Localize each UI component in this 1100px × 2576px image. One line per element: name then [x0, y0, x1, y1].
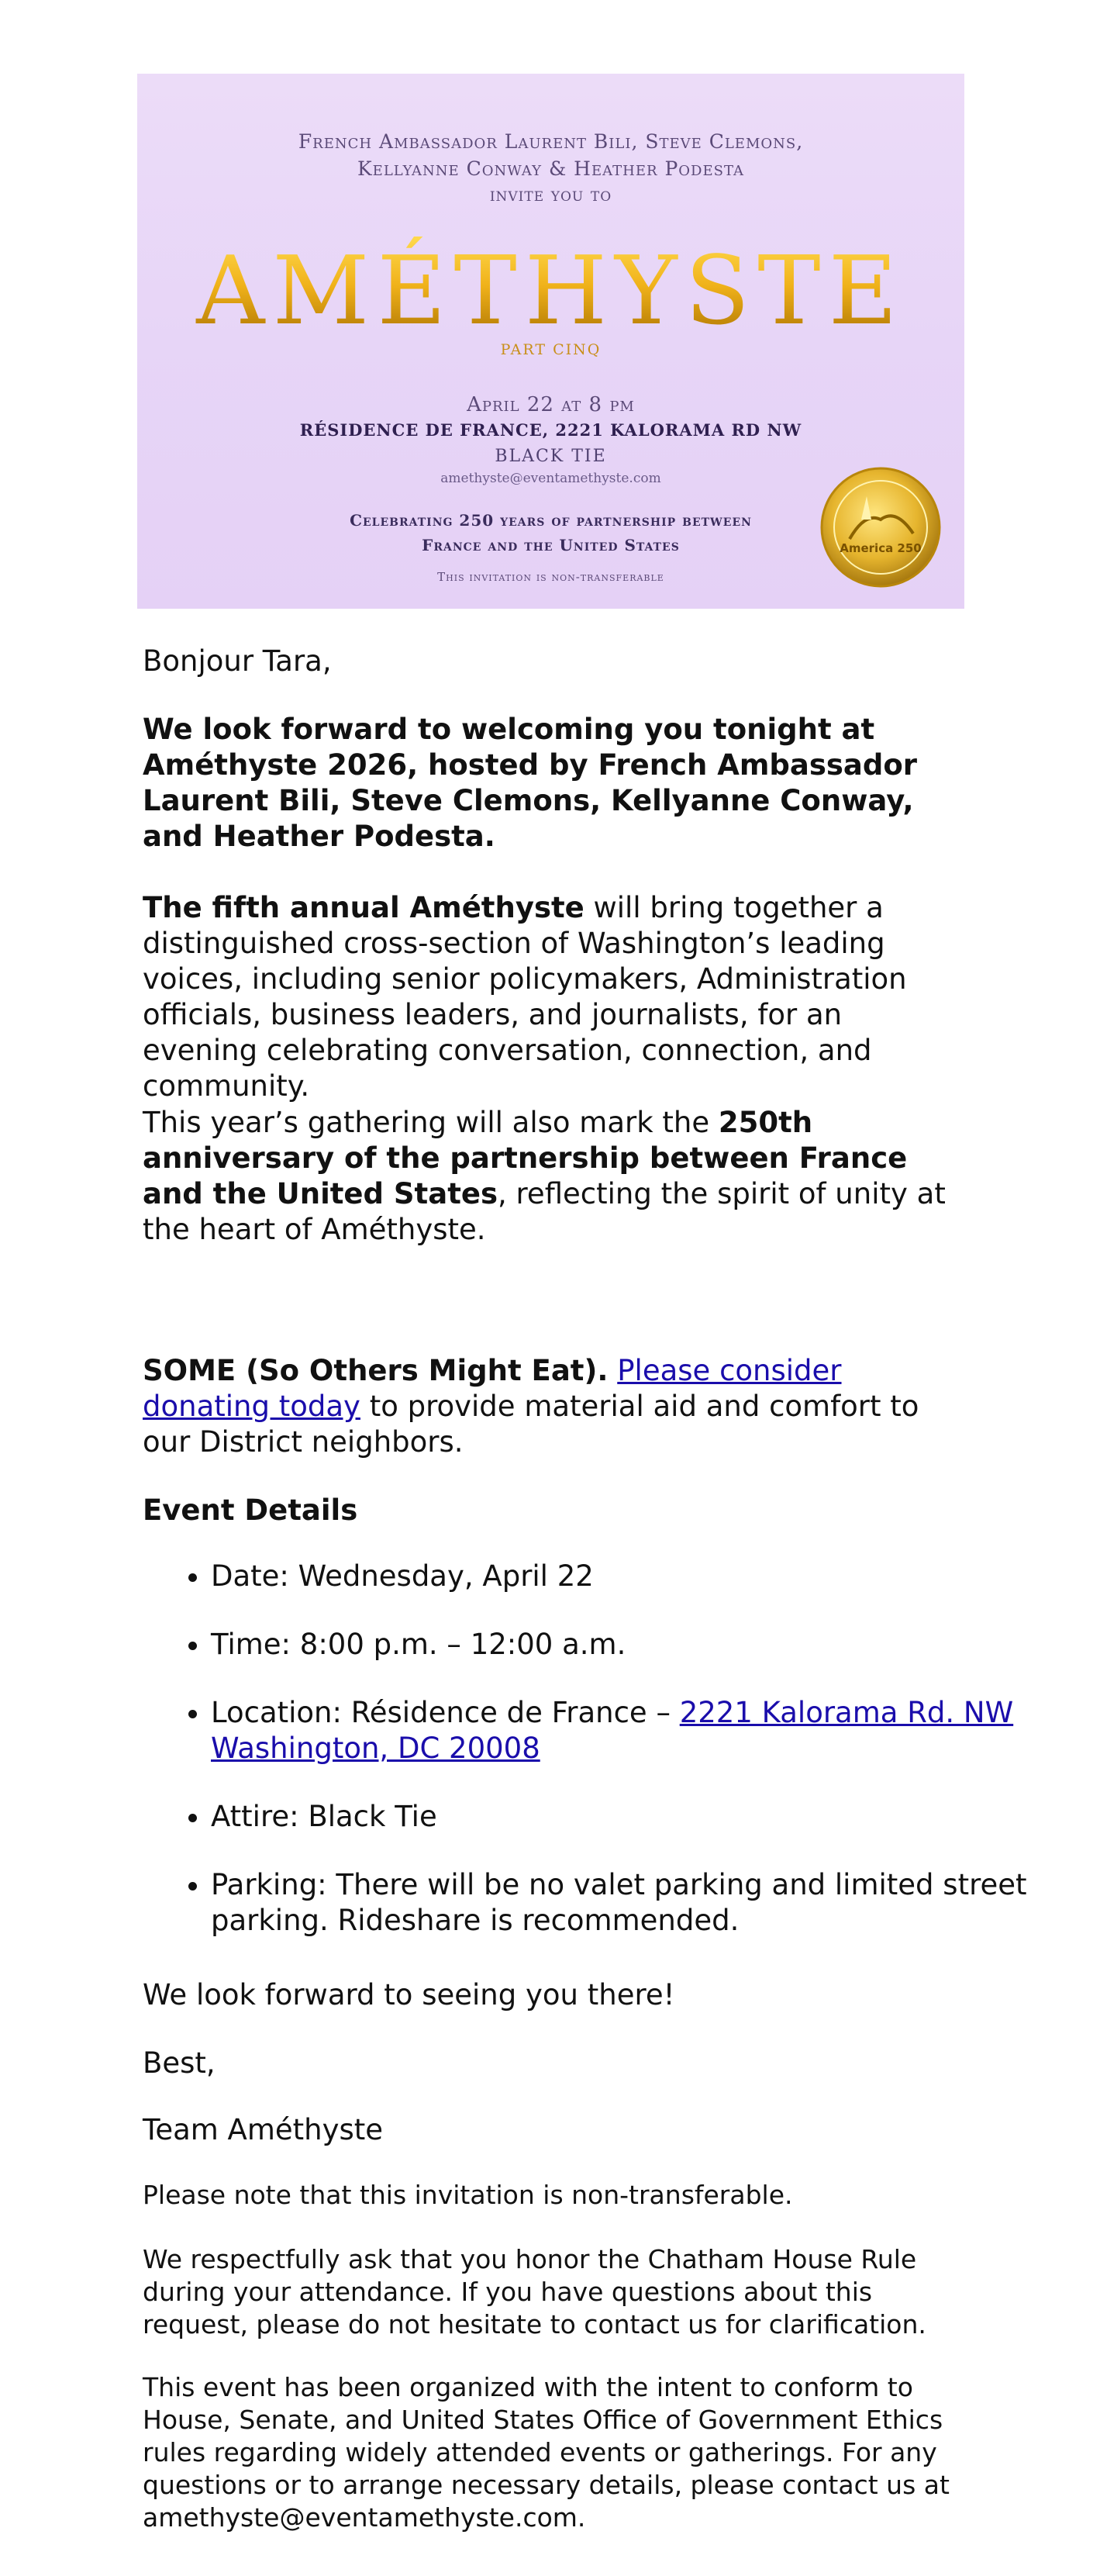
closing-line: We look forward to seeing you there! [143, 1978, 675, 2011]
location-prefix: Location: Résidence de France – [211, 1696, 680, 1729]
seal-text: America 250 [840, 541, 922, 555]
banner-hosts-line2: Kellyanne Conway & Heather Podesta [357, 157, 744, 180]
annual-event-bold: The fifth annual Améthyste [143, 891, 584, 924]
banner-invite: invite you to [489, 184, 612, 205]
annual-event-text: will bring together a distinguished cross-section of Washington’s leading voices, including senior policymakers, Administration officials, business leaders, and journalists, for an evening celebrating conversation, connection, and community. [143, 891, 907, 1103]
banner-date: April 22 at 8 pm [467, 393, 635, 416]
greeting: Bonjour Tara, [143, 644, 332, 678]
annual-event-paragraph [143, 890, 964, 1104]
banner-celebrate-line2: France and the United States [422, 536, 680, 554]
banner-email: amethyste@eventamethyste.com [440, 471, 661, 486]
banner-nontransferable: This invitation is non-transferable [437, 570, 664, 584]
donate-link[interactable]: Please consider donating today [143, 1354, 842, 1423]
invitation-banner [137, 74, 964, 609]
detail-date: • Date: Wednesday, April 22 [211, 1559, 1033, 1594]
detail-location [211, 1695, 1033, 1766]
event-details-list [143, 1559, 1033, 1971]
donation-paragraph [143, 1353, 964, 1460]
banner-subtitle: PART CINQ [500, 341, 602, 358]
donation-org-bold: SOME (So Others Might Eat). [143, 1354, 609, 1387]
signature: Team Améthyste [143, 2113, 384, 2146]
event-details-heading: Event Details [143, 1493, 358, 1527]
detail-time: • Time: 8:00 p.m. – 12:00 a.m. [211, 1627, 1033, 1663]
banner-celebrate-line1: Celebrating 250 years of partnership between [350, 511, 752, 530]
welcome-paragraph: We look forward to welcoming you tonight at Améthyste 2026, hosted by French Ambassador Laurent Bili, Steve Clemons, Kellyanne Conway, and Heather Podesta. [143, 713, 917, 853]
detail-parking: • Parking: There will be no valet parking and limited street parking. Rideshare is recommended. [211, 1867, 1033, 1939]
anniversary-text-rest: , reflecting the spirit of unity at the heart of Améthyste. [143, 1177, 946, 1246]
detail-attire: • Attire: Black Tie [211, 1799, 1033, 1835]
banner-hosts-line1: French Ambassador Laurent Bili, Steve Clemons, [298, 130, 804, 153]
donation-text-rest: to provide material aid and comfort to our District neighbors. [143, 1390, 919, 1459]
anniversary-paragraph [143, 1105, 964, 1246]
banner-title: AMÉTHYSTE [137, 237, 964, 345]
nontransferable-note: Please note that this invitation is non-transferable. [143, 2180, 793, 2210]
donation-text [143, 1353, 964, 1460]
ethics-note: This event has been organized with the intent to conform to House, Senate, and United States Office of Government Ethics rules regarding widely attended events or gatherings. For any questions or to arrange necessary details, please contact us at amethyste@eventamethyste.com. [143, 2372, 950, 2533]
chatham-house-note: We respectfully ask that you honor the Chatham House Rule during your attendance. If you have questions about this request, please do not hesitate to contact us for clarification. [143, 2244, 926, 2339]
anniversary-bold: 250th anniversary of the partnership between France and the United States [143, 1106, 908, 1210]
america-250-seal-icon [819, 465, 943, 589]
anniversary-text-start: This year’s gathering will also mark the [143, 1106, 719, 1139]
banner-venue: RÉSIDENCE DE FRANCE, 2221 KALORAMA RD NW [299, 420, 802, 440]
signoff: Best, [143, 2046, 216, 2080]
banner-attire: BLACK TIE [495, 447, 607, 466]
location-map-link[interactable]: 2221 Kalorama Rd. NW Washington, DC 20008 [211, 1696, 1014, 1765]
